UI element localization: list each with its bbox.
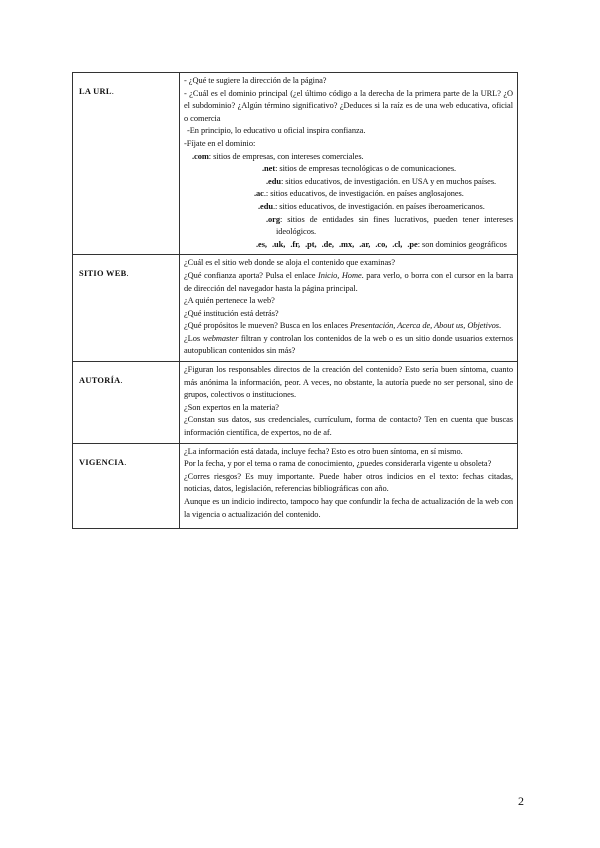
text-line: ¿Qué propósitos le mueven? Busca en los enlaces Presentación, Acerca de, About us, Objetivos. xyxy=(184,321,502,331)
text-line: - ¿Cuál es el dominio principal (¿el último código a la derecha de la primera parte de la URL? ¿O el subdominio? ¿Algún término significativo? ¿Deduces si la raíz es de una web educativa, oficial o comercia xyxy=(184,88,513,123)
text-line: ¿Qué confianza aporta? Pulsa el enlace Inicio, Home. para verlo, o borra con el cursor en la barra de dirección del navegador hasta la página principal. xyxy=(184,270,513,293)
row-label: LA URL. xyxy=(79,87,115,96)
text-line: ¿Constan sus datos, sus credenciales, currículum, forma de contacto? Ten en cuenta que buscas información científica, de expertos, no de af. xyxy=(184,415,513,438)
text-line: ¿La información está datada, incluye fecha? Esto es otro buen síntoma, en sí mismo. xyxy=(184,446,463,456)
text-line: -En principio, lo educativo u oficial inspira confianza. xyxy=(187,126,366,136)
text-line: ¿Cuál es el sitio web donde se aloja el contenido que examinas? xyxy=(184,258,396,268)
domain-com: .com: sitios de empresas, con intereses comerciales. xyxy=(192,151,364,161)
domain-net: .net: sitios de empresas tecnológicas o de comunicaciones. xyxy=(262,164,457,174)
row-autoria xyxy=(73,362,518,444)
text-line: ¿Son expertos en la materia? xyxy=(184,402,279,412)
text-line: ¿Qué institución está detrás? xyxy=(184,308,279,318)
label-cell-vigencia xyxy=(73,443,180,529)
text-line: Por la fecha, y por el tema o rama de conocimiento, ¿puedes considerarla vigente u obsoleta? xyxy=(184,459,492,469)
content-cell-vigencia xyxy=(180,443,518,529)
row-sitio-web xyxy=(73,255,518,362)
label-cell-sitio-web xyxy=(73,255,180,362)
text-line: ¿Figuran los responsables directos de la creación del contenido? Esto sería buen síntoma, cuanto más anónima la información, peor. A veces, no obstante, la autoría puede no ser personal, sino de grupos, colectivos o instituciones. xyxy=(184,365,513,400)
domain-edu-usa: .edu: sitios educativos, de investigación. en USA y en muchos países. xyxy=(266,176,497,186)
row-label: SITIO WEB. xyxy=(79,269,129,279)
domain-edu-ibero: .edu.: sitios educativos, de investigación. en países iberoamericanos. xyxy=(258,201,485,211)
row-vigencia xyxy=(73,443,518,529)
domain-geographic: .es, .uk, .fr, .pt, .de, .mx, .ar, .co, .cl, .pe: son dominios geográficos xyxy=(256,239,507,249)
text-line: ¿Los webmaster filtran y controlan los contenidos de la web o es un sitio donde usuarios externos autopublican contenidos sin más? xyxy=(184,333,514,356)
content-cell-sitio-web xyxy=(180,255,518,362)
text-line: ¿A quién pertenece la web? xyxy=(184,296,275,306)
content-cell-autoria xyxy=(180,362,518,444)
criteria-table xyxy=(72,72,518,529)
row-la-url xyxy=(73,73,518,255)
page-number: 2 xyxy=(518,794,524,808)
label-cell-la-url xyxy=(73,73,180,255)
content-cell-la-url xyxy=(180,73,518,255)
text-line: - ¿Qué te sugiere la dirección de la página? xyxy=(184,76,327,85)
text-line: Aunque es un indicio indirecto, tampoco hay que confundir la fecha de actualización de la web con la vigencia o actualización del contenido. xyxy=(184,497,513,519)
text-line: -Fíjate en el dominio: xyxy=(184,138,256,148)
label-cell-autoria xyxy=(73,362,180,444)
row-label: VIGENCIA. xyxy=(79,457,127,467)
row-label: AUTORÍA. xyxy=(79,376,123,386)
domain-ac: .ac.: sitios educativos, de investigación. en países anglosajones. xyxy=(254,189,464,199)
text-line: ¿Corres riesgos? Es muy importante. Puede haber otros indicios en el texto: fechas citadas, noticias, datos, legislación, referencias bibliográficas con año. xyxy=(184,471,513,494)
domain-org: .org: sitios de entidades sin fines lucrativos, pueden tener intereses ideológicos. xyxy=(266,214,513,237)
